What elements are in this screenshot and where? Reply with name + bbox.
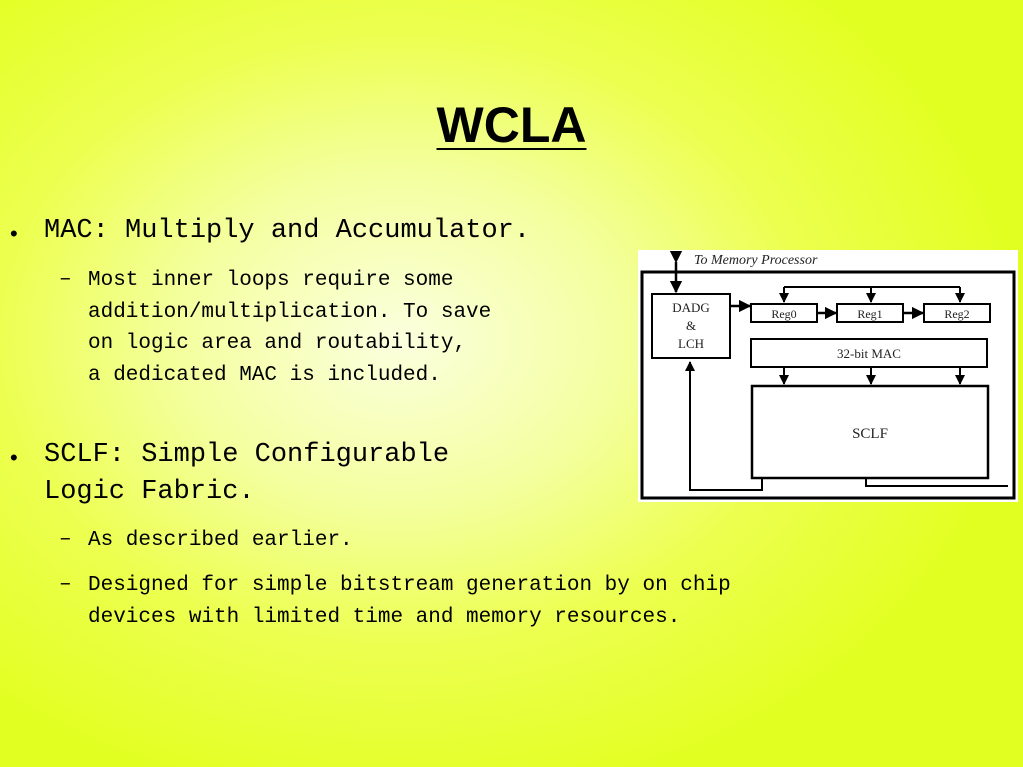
memory-processor-label: To Memory Processor — [694, 253, 818, 268]
bullet-mac — [44, 213, 530, 250]
bullet-line: SCLF: Simple Configurable — [44, 440, 450, 470]
sub-bullet-line: Most inner loops require some — [88, 269, 454, 292]
sub-bullet-line: on logic area and routability, — [88, 332, 467, 355]
sub-bullet-mac-detail — [88, 265, 491, 391]
reg0-label: Reg0 — [771, 307, 797, 321]
sclf-label: SCLF — [852, 426, 888, 442]
dadg-label: DADG — [672, 300, 710, 315]
ampersand-label: & — [685, 318, 697, 333]
bullet-line: MAC: Multiply and Accumulator. — [44, 216, 531, 246]
sub-bullet-dash: – — [59, 268, 72, 291]
sub-bullet-line: As described earlier. — [88, 529, 353, 552]
slide-title: WCLA — [436, 97, 587, 153]
bullet-line: Logic Fabric. — [44, 477, 255, 507]
bullet-dot: • — [10, 221, 18, 246]
sub-bullet-line: Designed for simple bitstream generation by on chip — [88, 574, 731, 597]
sub-bullet-dash: – — [59, 573, 72, 596]
lch-label: LCH — [678, 336, 704, 351]
sub-bullet-designed — [88, 570, 731, 633]
mac-label: 32-bit MAC — [837, 346, 901, 361]
sub-bullet-line: addition/multiplication. To save — [88, 300, 492, 324]
sub-bullet-dash: – — [59, 528, 72, 551]
bullet-sclf — [44, 437, 449, 511]
sub-bullet-line: a dedicated MAC is included. — [88, 363, 441, 387]
bullet-dot: • — [10, 445, 18, 470]
sub-bullet-described — [88, 525, 353, 557]
reg2-label: Reg2 — [944, 307, 970, 321]
sub-bullet-line: devices with limited time and memory resources. — [88, 605, 681, 629]
wcla-block-diagram — [638, 250, 1018, 502]
reg1-label: Reg1 — [857, 307, 883, 321]
